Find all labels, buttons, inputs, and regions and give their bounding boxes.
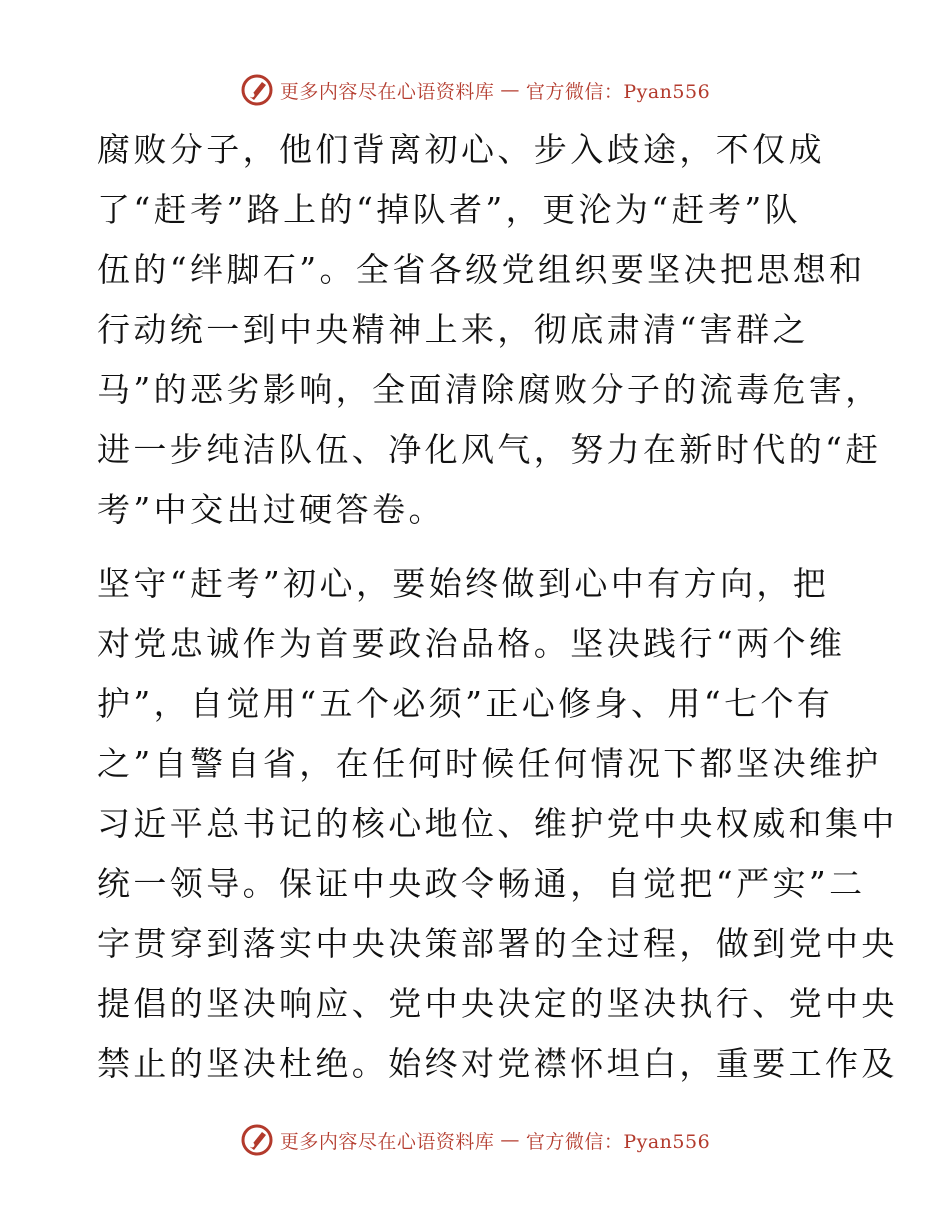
text-line: 统一领导。保证中央政令畅通，自觉把“严实”二 — [97, 864, 866, 903]
text-line: 之”自警自省，在任何时候任何情况下都坚决维护 — [97, 744, 882, 783]
paragraph-1 — [97, 120, 882, 540]
text-line: 了“赶考”路上的“掉队者”，更沦为“赶考”队 — [97, 190, 802, 229]
paragraph-2 — [97, 554, 898, 1094]
document-body — [97, 120, 898, 1094]
text-line: 对党忠诚作为首要政治品格。坚决践行“两个维 — [97, 624, 846, 663]
header-banner-wechat: 官方微信：Pyan556 — [525, 80, 711, 103]
text-line: 马”的恶劣影响，全面清除腐败分子的流毒危害， — [97, 370, 882, 409]
text-line: 进一步纯洁队伍、净化风气，努力在新时代的“赶 — [97, 430, 882, 469]
footer-banner-dash: — — [500, 1129, 520, 1151]
pen-logo-icon — [240, 1123, 274, 1157]
header-banner-dash: — — [500, 79, 520, 101]
footer-banner-wechat: 官方微信：Pyan556 — [525, 1130, 711, 1153]
text-line: 禁止的坚决杜绝。始终对党襟怀坦白，重要工作及 — [97, 1044, 898, 1083]
footer-banner — [0, 1120, 950, 1160]
text-line: 提倡的坚决响应、党中央决定的坚决执行、党中央 — [97, 984, 898, 1023]
text-line: 字贯穿到落实中央决策部署的全过程，做到党中央 — [97, 924, 898, 963]
text-line: 伍的“绊脚石”。全省各级党组织要坚决把思想和 — [97, 250, 866, 289]
text-line: 考”中交出过硬答卷。 — [97, 490, 445, 529]
pen-logo-icon — [240, 73, 274, 107]
footer-banner-title: 更多内容尽在心语资料库 — [279, 1130, 495, 1153]
header-banner — [0, 70, 950, 110]
paragraph-gap — [97, 540, 857, 554]
header-banner-title: 更多内容尽在心语资料库 — [279, 80, 495, 103]
text-line: 行动统一到中央精神上来，彻底肃清“害群之 — [97, 310, 809, 349]
text-line: 坚守“赶考”初心，要始终做到心中有方向，把 — [97, 564, 830, 603]
text-line: 习近平总书记的核心地位、维护党中央权威和集中 — [97, 804, 898, 843]
text-line: 护”，自觉用“五个必须”正心修身、用“七个有 — [97, 684, 834, 723]
text-line: 腐败分子，他们背离初心、步入歧途，不仅成 — [97, 130, 825, 169]
